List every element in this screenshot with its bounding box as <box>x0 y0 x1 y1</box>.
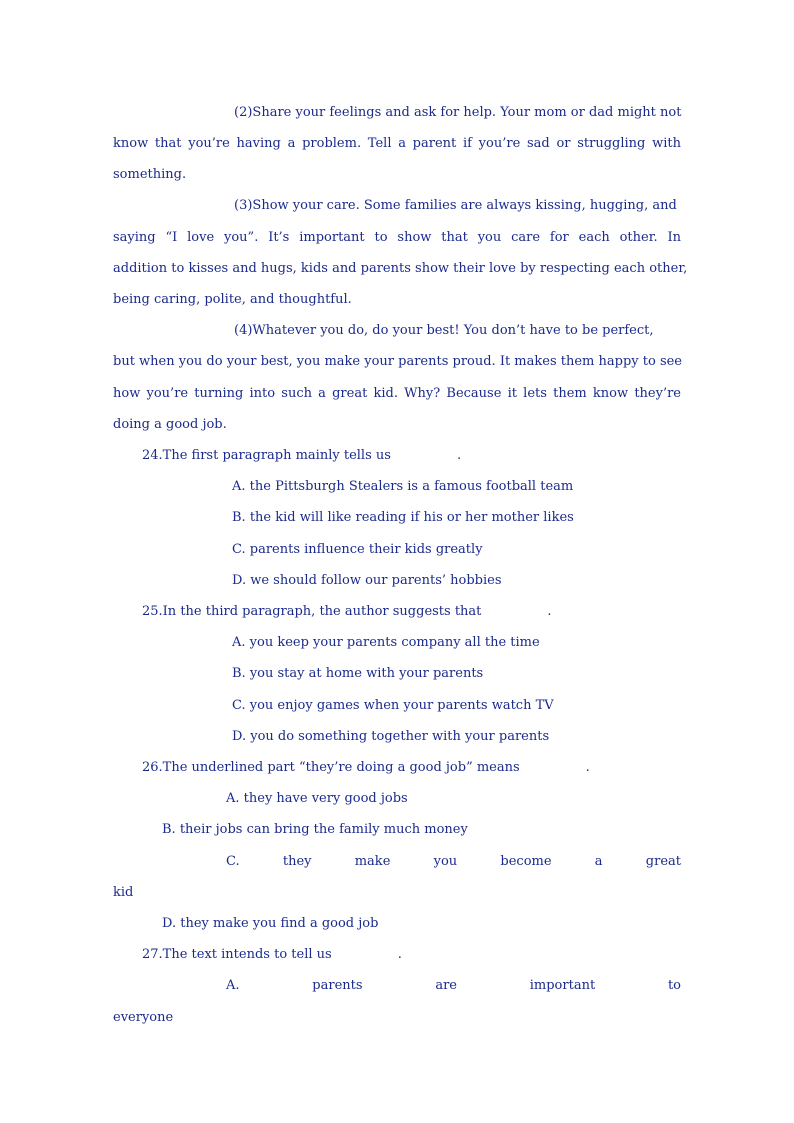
question-24-option-a: A. the Pittsburgh Stealers is a famous football team <box>232 479 574 494</box>
question-26-option-c-line-2: kid <box>113 885 134 900</box>
question-26-stem <box>142 760 590 776</box>
question-27-option-a-line-1: A. parents are important to <box>226 978 681 993</box>
question-26-text: 26.The underlined part “they’re doing a good job” means <box>142 760 520 775</box>
question-27-period: . <box>397 947 402 962</box>
question-27-stem <box>142 947 402 963</box>
paragraph-4-line-4: doing a good job. <box>113 417 227 432</box>
question-24-period: . <box>456 448 462 463</box>
paragraph-4-line-1: (4)Whatever you do, do your best! You don’t have to be perfect, <box>234 323 654 338</box>
question-26-option-d: D. they make you find a good job <box>162 916 379 931</box>
question-25-stem <box>142 604 552 620</box>
question-24-text: 24.The first paragraph mainly tells us <box>142 448 391 463</box>
question-25-option-a: A. you keep your parents company all the time <box>232 635 540 650</box>
question-24-option-c: C. parents influence their kids greatly <box>232 542 483 557</box>
question-25-text: 25.In the third paragraph, the author suggests that <box>142 604 482 619</box>
paragraph-2-line-1: (2)Share your feelings and ask for help. Your mom or dad might not <box>234 105 682 120</box>
paragraph-2-line-3: something. <box>113 167 187 182</box>
question-26-period: . <box>585 760 590 775</box>
question-25-option-b: B. you stay at home with your parents <box>232 666 484 681</box>
question-27-text: 27.The text intends to tell us <box>142 947 332 962</box>
paragraph-3-line-1: (3)Show your care. Some families are always kissing, hugging, and <box>234 198 677 213</box>
question-25-period: . <box>547 604 552 619</box>
paragraph-3-line-3: addition to kisses and hugs, kids and parents show their love by respecting each other, <box>113 261 688 276</box>
question-24-stem <box>142 448 461 464</box>
question-26-option-a: A. they have very good jobs <box>226 791 408 806</box>
question-27-option-a-line-2: everyone <box>113 1010 174 1025</box>
paragraph-2-line-2: know that you’re having a problem. Tell a parent if you’re sad or struggling with <box>113 136 681 151</box>
question-24-option-b: B. the kid will like reading if his or her mother likes <box>232 510 574 525</box>
paragraph-3-line-2: saying “I love you”. It’s important to show that you care for each other. In <box>113 230 681 245</box>
question-24-option-d: D. we should follow our parents’ hobbies <box>232 573 502 588</box>
question-26-option-b: B. their jobs can bring the family much money <box>162 822 468 837</box>
paragraph-4-line-2: but when you do your best, you make your parents proud. It makes them happy to see <box>113 354 682 369</box>
paragraph-3-line-4: being caring, polite, and thoughtful. <box>113 292 352 307</box>
question-25-option-c: C. you enjoy games when your parents watch TV <box>232 698 554 713</box>
paragraph-4-line-3: how you’re turning into such a great kid. Why? Because it lets them know they’re <box>113 386 681 401</box>
question-25-option-d: D. you do something together with your parents <box>232 729 550 744</box>
question-26-option-c-line-1: C. they make you become a great <box>226 854 681 869</box>
